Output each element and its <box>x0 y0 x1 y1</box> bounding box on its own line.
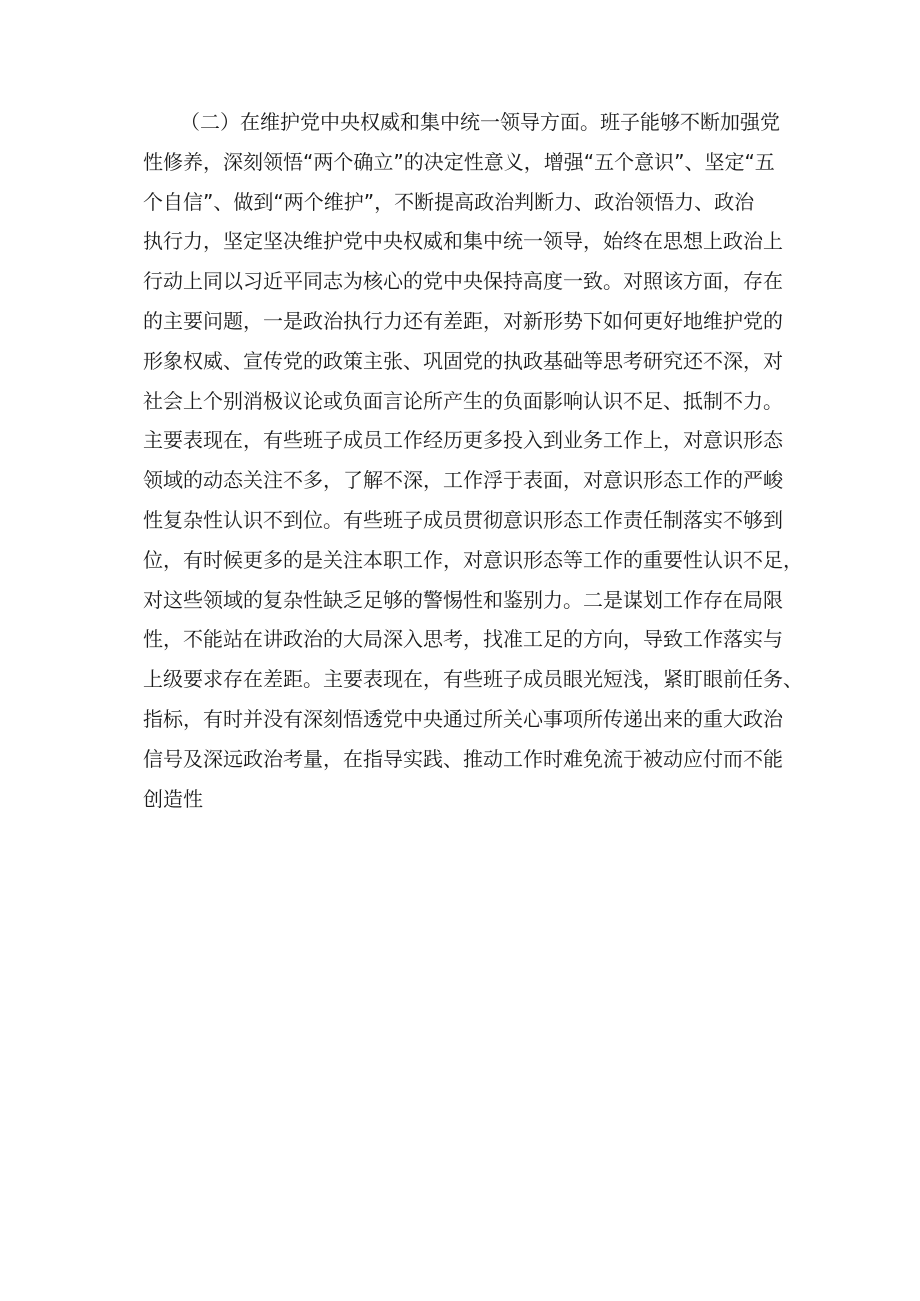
paragraph-line: 社会上个别消极议论或负面言论所产生的负面影响认识不足、抵制不力。 <box>143 388 783 413</box>
paragraph-line: 领域的动态关注不多，了解不深，工作浮于表面，对意识形态工作的严峻 <box>143 468 783 493</box>
paragraph-line: 主要表现在，有些班子成员工作经历更多投入到业务工作上，对意识形态 <box>143 428 783 453</box>
paragraph-line: 个自信”、做到“两个维护”，不断提高政治判断力、政治领悟力、政治 <box>143 189 755 214</box>
paragraph-line: 位，有时候更多的是关注本职工作，对意识形态等工作的重要性认识不足， <box>143 547 803 572</box>
paragraph-line: 指标，有时并没有深刻悟透党中央通过所关心事项所传递出来的重大政治 <box>143 706 783 731</box>
paragraph-line: 执行力，坚定坚决维护党中央权威和集中统一领导，始终在思想上政治上 <box>143 229 783 254</box>
paragraph-line: 信号及深远政治考量，在指导实践、推动工作时难免流于被动应付而不能 <box>143 746 783 771</box>
body-paragraph <box>143 103 803 819</box>
paragraph-line: 的主要问题，一是政治执行力还有差距，对新形势下如何更好地维护党的 <box>143 308 783 333</box>
paragraph-line: 形象权威、宣传党的政策主张、巩固党的执政基础等思考研究还不深，对 <box>143 348 783 373</box>
paragraph-line: 对这些领域的复杂性缺乏足够的警惕性和鉴别力。二是谋划工作存在局限 <box>143 587 783 612</box>
paragraph-line: 性复杂性认识不到位。有些班子成员贯彻意识形态工作责任制落实不够到 <box>143 507 783 532</box>
paragraph-line: 上级要求存在差距。主要表现在，有些班子成员眼光短浅，紧盯眼前任务、 <box>143 667 803 692</box>
paragraph-line: 性，不能站在讲政治的大局深入思考，找准工足的方向，导致工作落实与 <box>143 627 783 652</box>
paragraph-line: （二）在维护党中央权威和集中统一领导方面。班子能够不断加强党 <box>180 110 780 134</box>
paragraph-line: 行动上同以习近平同志为核心的党中央保持高度一致。对照该方面，存在 <box>143 269 783 294</box>
paragraph-line: 性修养，深刻领悟“两个确立”的决定性意义，增强“五个意识”、坚定“五 <box>143 149 775 174</box>
paragraph-line: 创造性 <box>143 786 203 811</box>
